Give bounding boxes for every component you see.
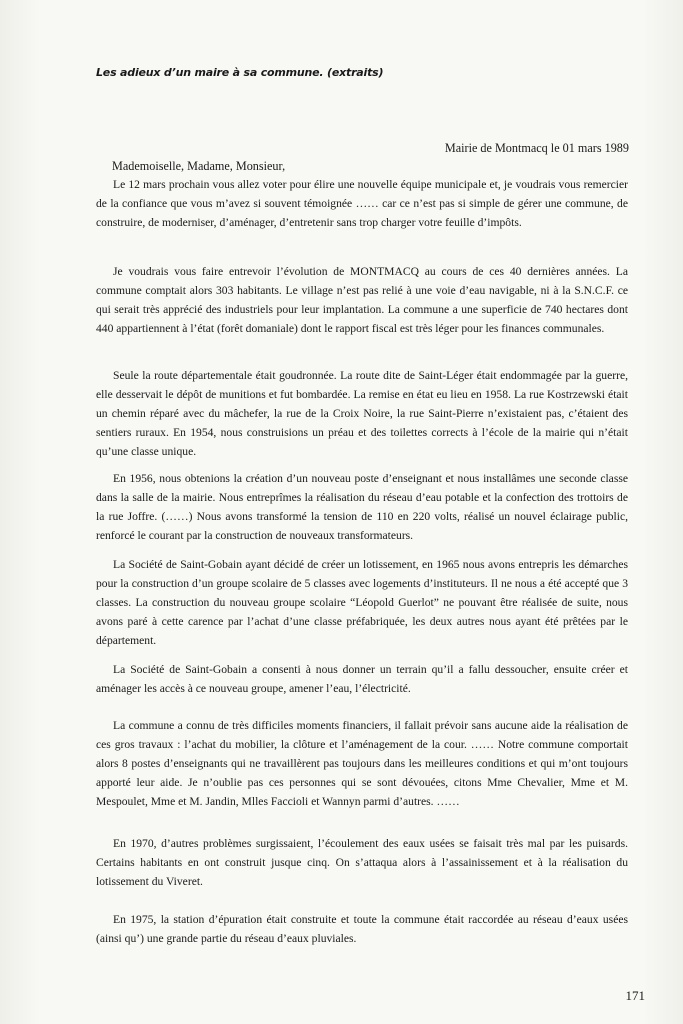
page-number: 171 [625,988,645,1003]
paragraph-3 [96,366,628,461]
paragraph-4 [96,469,628,545]
paragraph-7 [96,716,628,811]
paragraph-6 [96,660,628,698]
paragraph-8 [96,834,628,891]
paragraph-text: En 1975, la station d’épuration était construite et toute la commune était raccordée au réseau d’eaux usées (ainsi qu’) une grande partie du réseau d’eaux pluviales. [96,913,628,945]
salutation: Mademoiselle, Madame, Monsieur, [112,159,286,173]
paragraph-text: Le 12 mars prochain vous allez voter pour élire une nouvelle équipe municipale et, je voudrais vous remercier de la confiance que vous m’avez si souvent témoignée …… car ce n’est pas si simple de gérer une commune, de construire, de moderniser, d’aménager, d’entretenir sans trop charger votre feuille d’impôts. [96,178,628,229]
paragraph-text: La commune a connu de très difficiles moments financiers, il fallait prévoir sans aucune aide la réalisation de ces gros travaux : l’achat du mobilier, la clôture et l’aménagement de la cour. …… Notre commune comportait alors 8 postes d’enseignants qui ne travaillèrent pas toujours dans les meilleures conditions et qui m’ont toujours apporté leur aide. Je n’oublie pas ces personnes qui se sont dévouées, citons Mme Chevalier, Mme et M. Mespoulet, Mme et M. Jandin, Mlles Faccioli et Wannyn parmi d’autres. …… [96,719,628,808]
paragraph-1 [96,175,628,232]
paragraph-text: La Société de Saint-Gobain a consenti à nous donner un terrain qu’il a fallu dessoucher, ensuite créer et aménager les accès à ce nouveau groupe, amener l’eau, l’électricité. [96,663,628,695]
paragraph-text: Seule la route départementale était goudronnée. La route dite de Saint-Léger était endommagée par la guerre, elle desservait le dépôt de munitions et fut bombardée. La remise en état eu lieu en 1958. La rue Kostrzewski était un chemin réparé avec du mâchefer, la rue de la Croix Noire, la rue Saint-Pierre n’existaient pas, c’étaient des sentiers ruraux. En 1954, nous construisions un préau et des toilettes corrects à l’école de la mairie qui n’était qu’une classe unique. [96,369,628,458]
paragraph-5 [96,555,628,650]
dateline: Mairie de Montmacq le 01 mars 1989 [444,141,629,155]
paragraph-text: En 1956, nous obtenions la création d’un nouveau poste d’enseignant et nous installâmes une seconde classe dans la salle de la mairie. Nous entreprîmes la réalisation du réseau d’eau potable et la confection des trottoirs de la rue Joffre. (……) Nous avons transformé la tension de 110 en 220 volts, réalisé un nouvel éclairage public, renforcé le courant par la construction de nouveaux transformateurs. [96,472,628,542]
paragraph-text: La Société de Saint-Gobain ayant décidé de créer un lotissement, en 1965 nous avons entrepris les démarches pour la construction d’un groupe scolaire de 5 classes avec logements d’instituteurs. Il ne nous a été accepté que 3 classes. La construction du nouveau groupe scolaire “Léopold Guerlot” ne pouvant être réalisée de suite, nous avons paré à cette carence par l’achat d’une classe préfabriquée, les deux autres nous ayant été prêtées par le département. [96,558,628,647]
paragraph-text: Je voudrais vous faire entrevoir l’évolution de MONTMACQ au cours de ces 40 dernières années. La commune comptait alors 303 habitants. Le village n’est pas relié à une voie d’eau navigable, ni à la S.N.C.F. ce qui serait très apprécié des industriels pour leur implantation. La commune a une superficie de 740 hectares dont 440 appartiennent à l’état (forêt domaniale) dont le rapport fiscal est très léger pour les finances communales. [96,265,628,335]
paragraph-9 [96,910,628,948]
paragraph-2 [96,262,628,338]
paragraph-text: En 1970, d’autres problèmes surgissaient, l’écoulement des eaux usées se faisait très mal par les puisards. Certains habitants en ont construit jusque cinq. On s’attaqua alors à l’assainissement et à la réalisation du lotissement du Viveret. [96,837,628,888]
document-heading: Les adieux d’un maire à sa commune. (extraits) [96,66,384,79]
